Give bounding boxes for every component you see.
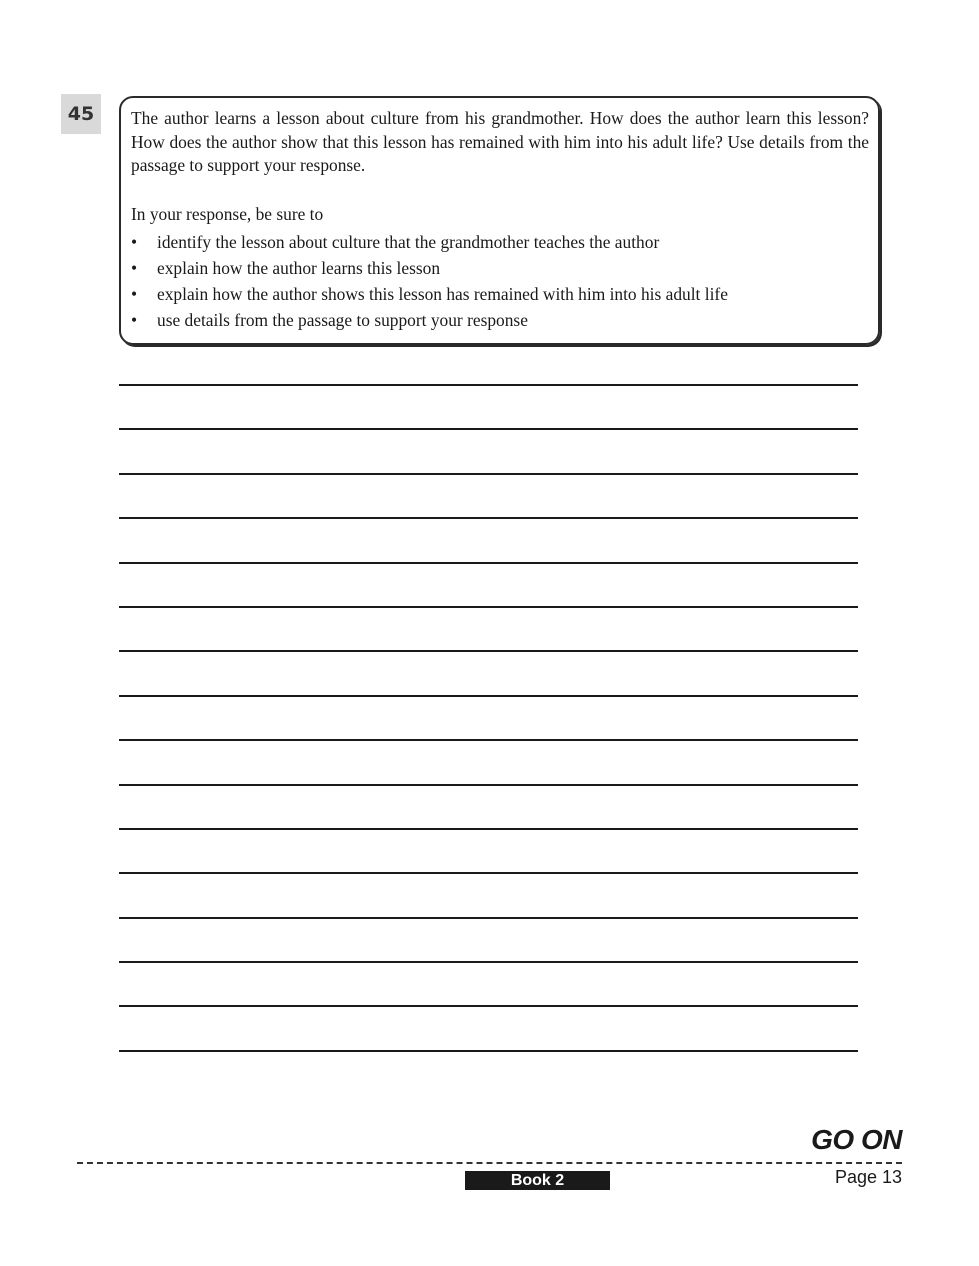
answer-line[interactable] (119, 784, 858, 786)
answer-line[interactable] (119, 739, 858, 741)
answer-line[interactable] (119, 872, 858, 874)
answer-line[interactable] (119, 517, 858, 519)
bullet-icon: • (131, 284, 138, 305)
question-prompt: The author learns a lesson about culture from his grandmother. How does the author learn this lesson? How does the author show that this lesson has remained with him into his adult life? Use details from the passage to support your response. (131, 108, 869, 175)
question-number: 45 (61, 94, 101, 134)
book-label: Book 2 (465, 1171, 610, 1190)
instruction-item (131, 229, 869, 255)
instruction-item-text: explain how the author learns this lesson (157, 257, 441, 278)
instruction-item-text: use details from the passage to support your response (157, 310, 528, 331)
instruction-item-text: identify the lesson about culture that the grandmother teaches the author (157, 231, 660, 252)
instruction-item (131, 255, 869, 281)
question-box (119, 96, 880, 345)
answer-line[interactable] (119, 428, 858, 430)
answer-line[interactable] (119, 562, 858, 564)
answer-area[interactable] (119, 384, 858, 1094)
bullet-icon: • (131, 231, 138, 252)
instruction-intro: In your response, be sure to (131, 203, 324, 224)
instruction-item-text: explain how the author shows this lesson has remained with him into his adult life (157, 284, 728, 305)
bullet-icon: • (131, 257, 138, 278)
answer-line[interactable] (119, 1050, 858, 1052)
instruction-list (131, 229, 869, 334)
page-number: Page 13 (834, 1167, 902, 1187)
footer-dashed-divider (77, 1162, 902, 1164)
instruction-item (131, 281, 869, 307)
answer-line[interactable] (119, 384, 858, 386)
answer-line[interactable] (119, 606, 858, 608)
answer-line[interactable] (119, 828, 858, 830)
answer-line[interactable] (119, 695, 858, 697)
answer-line[interactable] (119, 473, 858, 475)
go-on-label: GO ON (811, 1124, 902, 1155)
answer-line[interactable] (119, 1005, 858, 1007)
answer-line[interactable] (119, 650, 858, 652)
bullet-icon: • (131, 310, 138, 331)
instruction-item (131, 307, 869, 333)
answer-line[interactable] (119, 917, 858, 919)
answer-line[interactable] (119, 961, 858, 963)
